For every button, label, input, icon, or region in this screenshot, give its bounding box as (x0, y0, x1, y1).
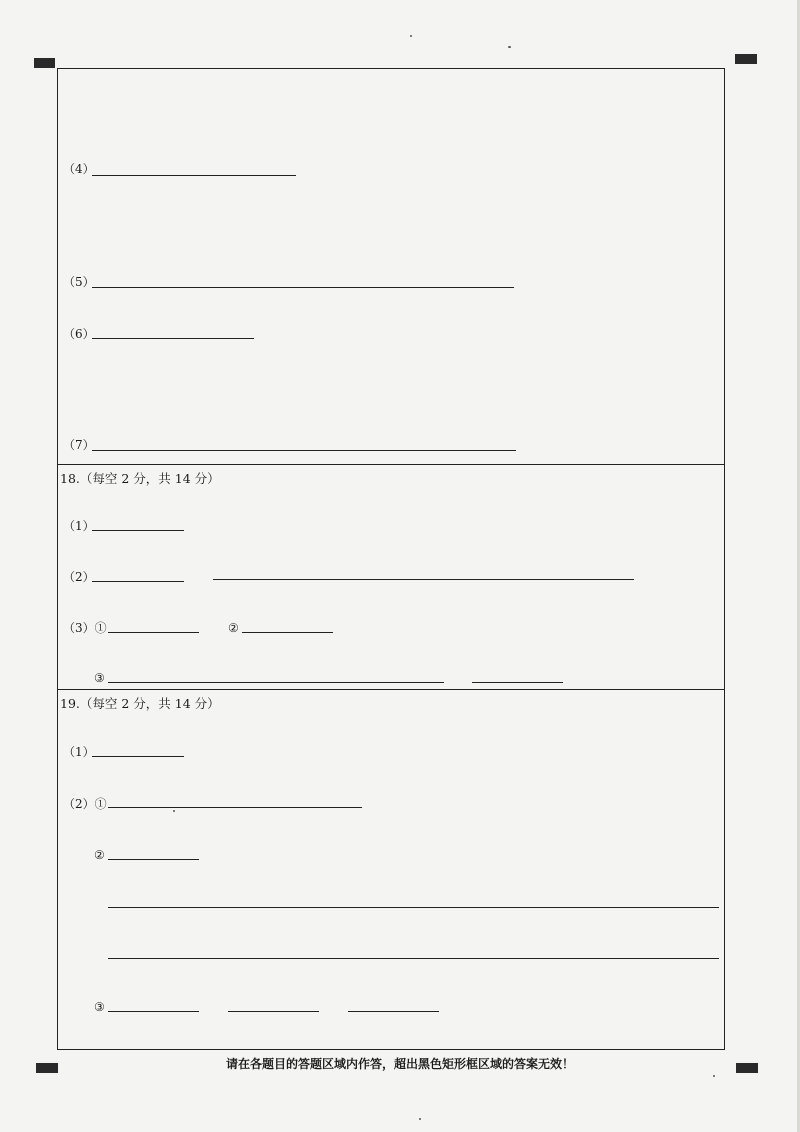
q18-sub3-circle2-label: ② (228, 621, 239, 635)
divider-q19 (57, 689, 725, 690)
q19-sub2-circle2-answer-line[interactable] (108, 859, 199, 860)
scan-speck (410, 35, 412, 37)
registration-mark-top-right (735, 54, 757, 64)
q18-sub1-answer-line[interactable] (92, 530, 184, 531)
q18-sub2-answer-line-b[interactable] (213, 579, 634, 580)
divider-q18 (57, 464, 725, 465)
q17-sub7-answer-line[interactable] (92, 450, 516, 451)
q17-sub7-label: （7） (63, 438, 95, 452)
scan-speck (713, 1075, 715, 1077)
q17-sub4-label: （4） (63, 162, 95, 176)
footer-notice: 请在各题目的答题区域内作答，超出黑色矩形框区域的答案无效！ (225, 1057, 574, 1071)
q19-sub2-long-answer-line-1[interactable] (108, 907, 719, 908)
q17-sub5-answer-line[interactable] (92, 287, 514, 288)
q18-sub1-label: （1） (63, 519, 95, 533)
q18-sub2-answer-line-a[interactable] (92, 581, 184, 582)
q17-sub4-answer-line[interactable] (92, 175, 296, 176)
q19-sub2-circle2-label: ② (94, 848, 105, 862)
q18-sub3-circle3-label: ③ (94, 671, 105, 685)
q18-sub3-circle1-answer-line[interactable] (108, 632, 199, 633)
q19-sub2-long-answer-line-2[interactable] (108, 958, 719, 959)
q19-header: 19.（每空 2 分，共 14 分） (60, 696, 220, 711)
q17-sub5-label: （5） (63, 275, 95, 289)
q19-sub2-label: （2）① (63, 797, 107, 811)
q18-sub3-circle3-answer-line-a[interactable] (108, 682, 444, 683)
answer-frame (57, 68, 725, 1050)
q19-sub1-label: （1） (63, 745, 95, 759)
q18-header: 18.（每空 2 分，共 14 分） (60, 471, 220, 486)
q17-sub6-label: （6） (63, 327, 95, 341)
q19-sub1-answer-line[interactable] (92, 756, 184, 757)
scan-speck (508, 46, 511, 48)
q17-sub6-answer-line[interactable] (92, 338, 254, 339)
registration-mark-top-left (34, 58, 55, 68)
q19-sub2-circle3-answer-line-c[interactable] (348, 1011, 439, 1012)
scan-speck (419, 1118, 421, 1120)
q18-sub3-circle3-answer-line-b[interactable] (472, 682, 563, 683)
q18-sub2-label: （2） (63, 570, 95, 584)
q19-sub2-circle3-answer-line-b[interactable] (228, 1011, 319, 1012)
q18-sub3-label: （3）① (63, 621, 107, 635)
q19-sub2-circle3-label: ③ (94, 1000, 105, 1014)
q19-sub2-circle1-answer-line[interactable] (108, 807, 362, 808)
q19-sub2-circle3-answer-line-a[interactable] (108, 1011, 199, 1012)
q18-sub3-circle2-answer-line[interactable] (242, 632, 333, 633)
